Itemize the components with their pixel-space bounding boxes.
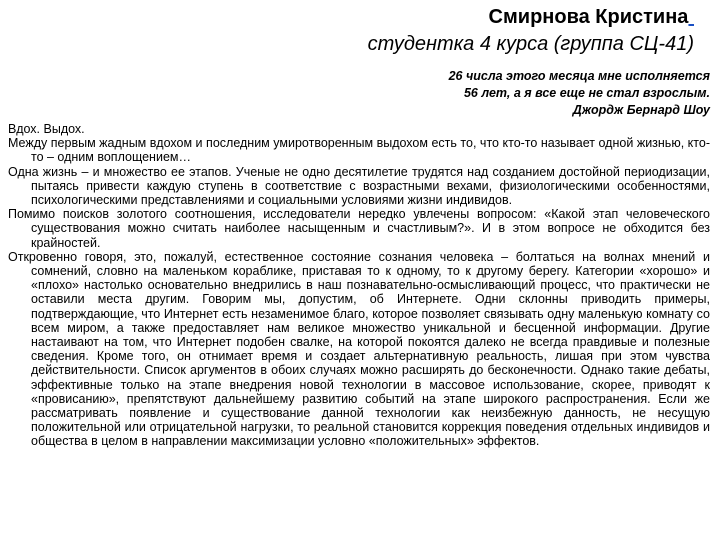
author-name: Смирнова Кристина bbox=[488, 6, 689, 28]
epigraph-line: 56 лет, а я все еще не стал взрослым. bbox=[463, 86, 710, 100]
epigraph bbox=[350, 68, 710, 119]
author-name-line bbox=[234, 4, 694, 31]
paragraph: Откровенно говоря, это, пожалуй, естественное состояние сознания человека – болтаться на волнах мнений и сомнений, словно на маленьком кораблике, приставая то к одному, то к другому берегу. Категории «хорошо» и «плохо» настолько основательно внедрились в наш познавательно-осмысливающий процесс, что практически не оставили места другим. Говорим мы, допустим, об Интернете. Одни склонны приводить примеры, подтверждающие, что Интернет есть незаменимое благо, которое позволяет связывать одну маленькую комнату со всем миром, а также предоставляет нам великое множество уникальной и бесценной информации. Другие настаивают на том, что Интернет подобен свалке, на которой покоятся далеко не всегда правдивые и полезные сведения. Кроме того, он отнимает время и создает альтернативную реальность, лишая при этом чувства действительности. Список аргументов в обоих случаях можно расширять до бесконечности. Однако такие дебаты, эффективные только на этапе внедрения новой технологии в массовое использование, скорее, приводят к «провисанию», препятствуют дальнейшему развитию событий на этапе широкого распространения. Если же рассматривать появление и существование данной технологии как неизбежную данность, не несущую положительной или отрицательной нагрузки, то реальной становится коррекция поведения отдельных индивидов и общества в целом в направлении максимизации условно «положительных» эффектов. bbox=[8, 249, 710, 449]
paragraph: Одна жизнь – и множество ее этапов. Ученые не одно десятилетие трудятся над созданием достойной периодизации, пытаясь привести каждую ступень в соответствие с возрастными вехами, физиологическими особенностями, психологическими представлениями и социальными условиями жизни индивидов. bbox=[8, 164, 710, 208]
paragraph: Вдох. Выдох. bbox=[8, 122, 85, 136]
paragraph: Между первым жадным вдохом и последним умиротворенным выдохом есть то, что кто-то называет одной жизнью, кто-то – одним воплощением… bbox=[8, 136, 710, 165]
epigraph-author: Джордж Бернард Шоу bbox=[572, 103, 710, 117]
body-text bbox=[8, 122, 710, 449]
paragraph: Помимо поисков золотого соотношения, исследователи нередко увлечены вопросом: «Какой этап человеческого существования можно считать наиболее насыщенным и счастливым?». И в этом вопросе не обходится без крайностей. bbox=[8, 207, 710, 250]
link-mark[interactable] bbox=[688, 6, 694, 28]
author-status: студентка 4 курса (группа СЦ-41) bbox=[367, 33, 694, 55]
author-block bbox=[234, 4, 694, 58]
epigraph-line: 26 числа этого месяца мне исполняется bbox=[448, 69, 710, 83]
